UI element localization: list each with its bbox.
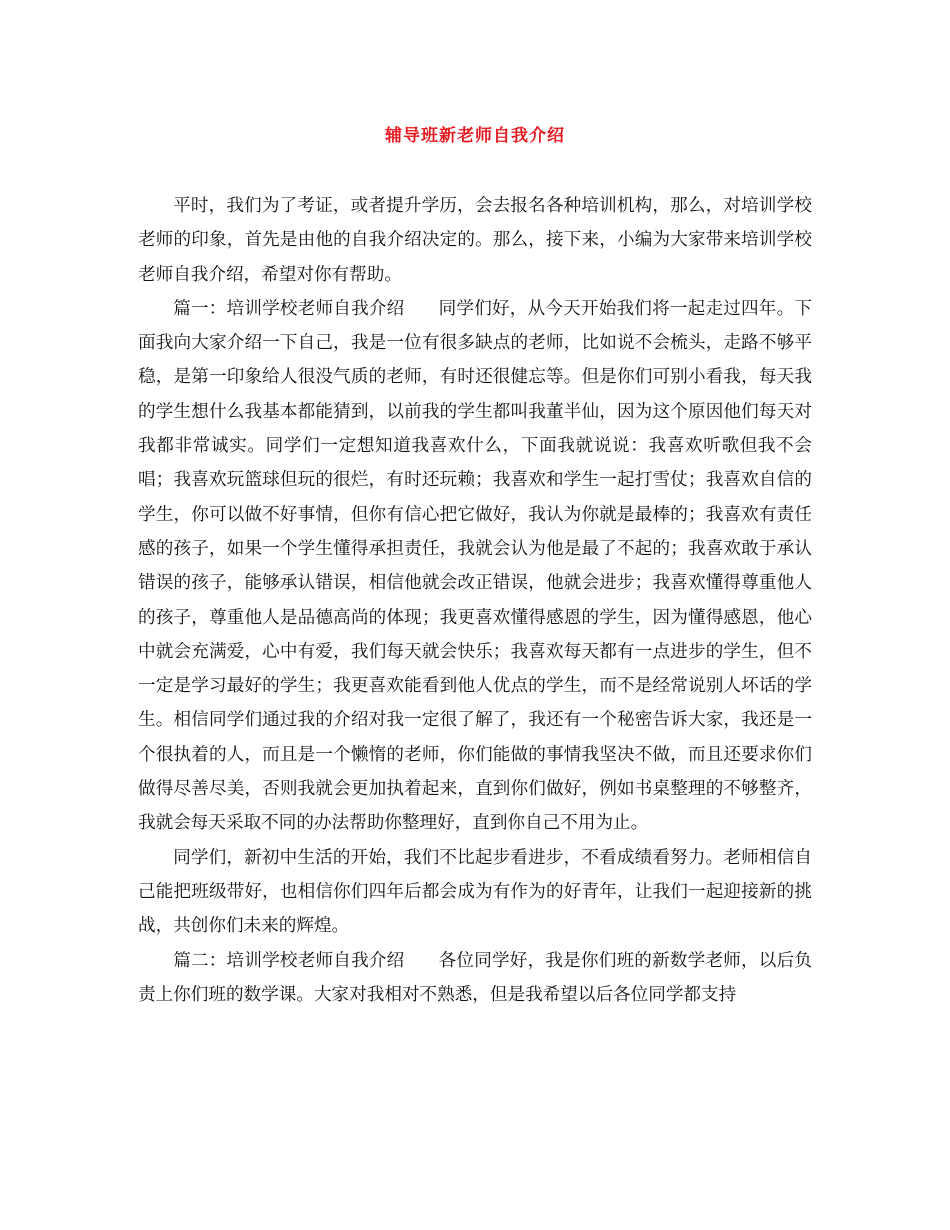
paragraph-text: 各位同学好，我是你们班的新数学老师，以后负责上你们班的数学课。大家对我相对不熟悉，但是我希望以后各位同学都支持 (138, 950, 812, 1005)
paragraph-text: 平时，我们为了考证，或者提升学历，会去报名各种培训机构，那么，对培训学校老师的印象，首先是由他的自我介绍决定的。那么，接下来，小编为大家带来培训学校老师自我介绍，希望对你有帮助。 (138, 196, 812, 285)
paragraph-text: 同学们，新初中生活的开始，我们不比起步看进步，不看成绩看努力。老师相信自己能把班级带好，也相信你们四年后都会成为有作为的好青年，让我们一起迎接新的挑战，共创你们未来的辉煌。 (138, 847, 812, 937)
paragraph-text: 同学们好，从今天开始我们将一起走过四年。下面我向大家介绍一下自己，我是一位有很多缺点的老师，比如说不会梳头，走路不够平稳，是第一印象给人很没气质的老师，有时还很健忘等。但是你们可别小看我，每天我的学生想什么我基本都能猜到，以前我的学生都叫我董半仙，因为这个原因他们每天对我都非常诚实。同学们一定想知道我喜欢什么，下面我就说说：我喜欢听歌但我不会唱；我喜欢玩篮球但玩的很烂，有时还玩赖；我喜欢和学生一起打雪仗；我喜欢自信的学生，你可以做不好事情，但你有信心把它做好，我认为你就是最棒的；我喜欢有责任感的孩子，如果一个学生懂得承担责任，我就会认为他是最了不起的；我喜欢敢于承认错误的孩子，能够承认错误，相信他就会改正错误，他就会进步；我喜欢懂得尊重他人的孩子，尊重他人是品德高尚的体现；我更喜欢懂得感恩的学生，因为懂得感恩，他心中就会充满爱，心中有爱，我们每天就会快乐；我喜欢每天都有一点进步的学生，但不一定是学习最好的学生；我更喜欢能看到他人优点的学生，而不是经常说别人坏话的学生。相信同学们通过我的介绍对我一定很了解了，我还有一个秘密告诉大家，我还是一个很执着的人，而且是一个懒惰的老师，你们能做的事情我坚决不做，而且还要求你们做得尽善尽美，否则我就会更加执着起来，直到你们做好，例如书桌整理的不够整齐，我就会每天采取不同的办法帮助你整理好，直到你自己不用为止。 (138, 298, 812, 834)
paragraph-intro (138, 189, 812, 292)
document-body (138, 189, 812, 1012)
paragraph-conclusion (138, 841, 812, 944)
document-title: 辅导班新老师自我介绍 (385, 126, 565, 146)
paragraph-section-two (138, 944, 812, 1013)
paragraph-section-one (138, 292, 812, 841)
section-heading: 篇一：培训学校老师自我介绍 (173, 298, 405, 319)
section-heading: 篇二：培训学校老师自我介绍 (173, 950, 405, 971)
